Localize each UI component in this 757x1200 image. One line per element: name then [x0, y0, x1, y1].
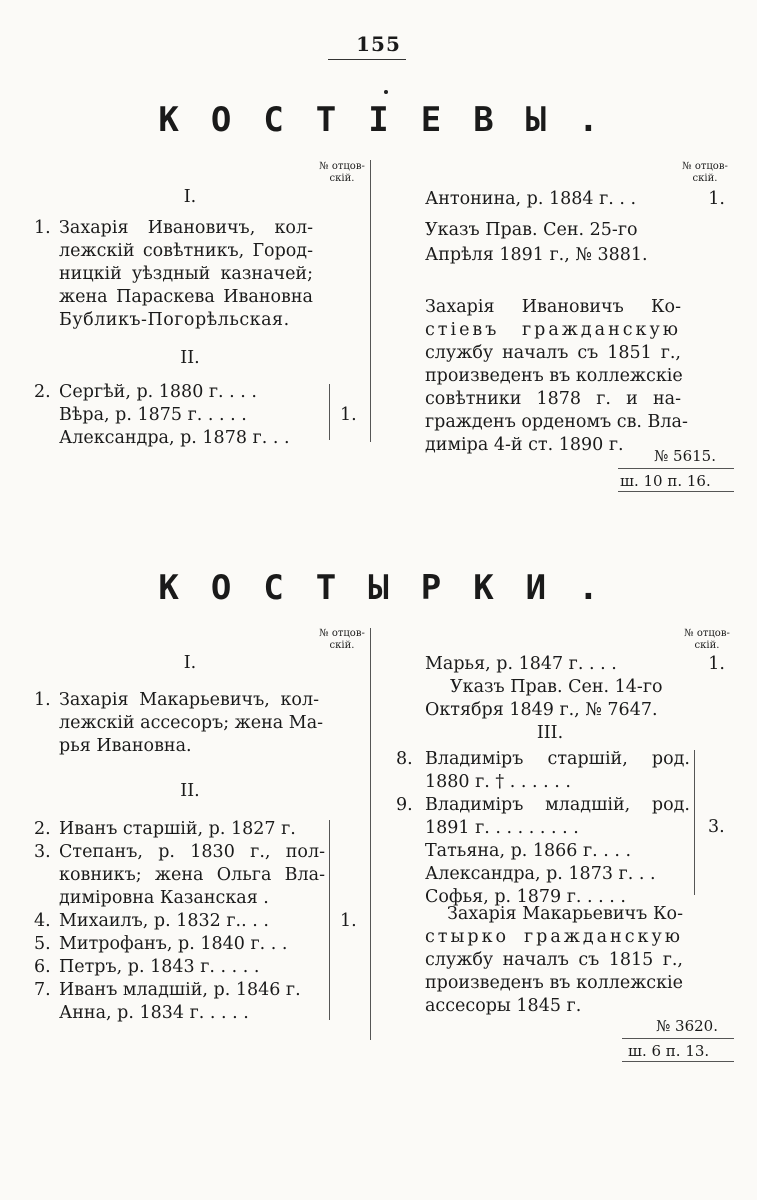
generation-roman-1: I.	[183, 653, 197, 673]
col-header-right-1: № отцов- скій.	[682, 161, 728, 184]
entry-text: Захарія Ивановичъ, кол- лежскій совѣтникъ, Город- ницкій уѣздный казначей; жена Параскева Ивановна Бубликъ-Погорѣльская.	[59, 218, 313, 330]
entry-number: 1.	[34, 690, 51, 710]
service-note: Захарія Ивановичъ Ко- стіевъ гражданскую службу началъ съ 1851 г., произведенъ въ коллежскіе совѣтники 1878 г. и на- гражденъ орденомъ св. Вла- диміра 4-й ст. 1890 г.	[425, 297, 688, 455]
family-title-kostievy: КОСТІЕВЫ.	[158, 100, 631, 140]
shelf-reference: ш. 10 п. 16.	[620, 472, 711, 490]
generation-roman-3: III.	[536, 723, 564, 743]
list-item: 1891 г. . . . . . . . .	[425, 818, 579, 838]
brace-mark	[694, 750, 695, 895]
father-number: 1.	[340, 911, 357, 931]
shelf-rule	[622, 1061, 734, 1062]
shelf-rule	[622, 1038, 734, 1039]
list-item: 9. Владиміръ младшій, род.	[396, 795, 690, 815]
title-dot-mark	[384, 90, 388, 94]
col-header-left-2: № отцов- скій.	[319, 628, 365, 651]
service-note: Захарія Макарьевичъ Ко- стырко гражданскую службу началъ съ 1815 г., произведенъ въ коллежскіе ассесоры 1845 г.	[425, 904, 683, 1016]
list-item: 2. Иванъ старшій, р. 1827 г.	[34, 819, 296, 839]
entry-text: Захарія Макарьевичъ, кол- лежскій ассесоръ; жена Ма- рья Ивановна.	[59, 690, 324, 756]
generation-roman-1: I.	[183, 187, 197, 207]
entry-number: 2.	[34, 382, 51, 402]
shelf-rule	[618, 468, 734, 469]
page-number: 155	[356, 32, 401, 56]
father-number: 3.	[708, 817, 725, 837]
column-divider-1	[370, 160, 371, 442]
list-item: 6. Петръ, р. 1843 г. . . . .	[34, 957, 260, 977]
ukaz-reference: Указъ Прав. Сен. 14-го Октября 1849 г., № 7647.	[425, 677, 663, 720]
column-divider-2	[370, 628, 371, 1040]
children-list	[34, 818, 334, 1025]
list-item: Анна, р. 1834 г. . . . .	[59, 1003, 249, 1023]
brace-mark	[329, 384, 330, 440]
list-item: 7. Иванъ младшій, р. 1846 г.	[34, 980, 301, 1000]
list-item: 5. Митрофанъ, р. 1840 г. . .	[34, 934, 288, 954]
list-item: Александра, р. 1873 г. . .	[425, 864, 656, 884]
list-item: 1880 г. † . . . . . .	[425, 772, 571, 792]
list-item: 8. Владиміръ старшій, род.	[396, 749, 690, 769]
list-item: 4. Михаилъ, р. 1832 г.. . .	[34, 911, 269, 931]
list-item: 3. Степанъ, р. 1830 г., пол-	[34, 842, 325, 862]
children-list	[396, 748, 696, 909]
page-number-rule	[328, 59, 406, 60]
list-item: Татьяна, р. 1866 г. . . .	[425, 841, 632, 861]
entry-number: 1.	[34, 218, 51, 238]
col-header-left-1: № отцов- скій.	[319, 161, 365, 184]
brace-mark	[329, 820, 330, 1020]
generation-roman-2: II.	[180, 348, 200, 368]
document-number: № 3620.	[656, 1017, 718, 1035]
list-item: ковникъ; жена Ольга Вла-	[59, 865, 325, 885]
children-list: Сергѣй, р. 1880 г. . . . Вѣра, р. 1875 г. . . . . Александра, р. 1878 г. . .	[59, 382, 290, 448]
right-top-entry: Марья, р. 1847 г. . . . 1.	[425, 654, 725, 674]
shelf-reference: ш. 6 п. 13.	[628, 1042, 710, 1060]
col-header-right-2: № отцов- скій.	[684, 628, 730, 651]
right-top-entry: Антонина, р. 1884 г. . . 1.	[425, 189, 725, 209]
shelf-rule	[618, 491, 734, 492]
generation-roman-2: II.	[180, 781, 200, 801]
father-number: 1.	[340, 405, 357, 425]
ukaz-reference: Указъ Прав. Сен. 25-го Апрѣля 1891 г., № 3881.	[425, 220, 648, 265]
document-number: № 5615.	[654, 447, 716, 465]
list-item: диміровна Казанская .	[59, 888, 269, 908]
family-title-kostyrki: КОСТЫРКИ.	[158, 568, 631, 608]
list-item: Софья, р. 1879 г. . . . .	[425, 887, 626, 907]
